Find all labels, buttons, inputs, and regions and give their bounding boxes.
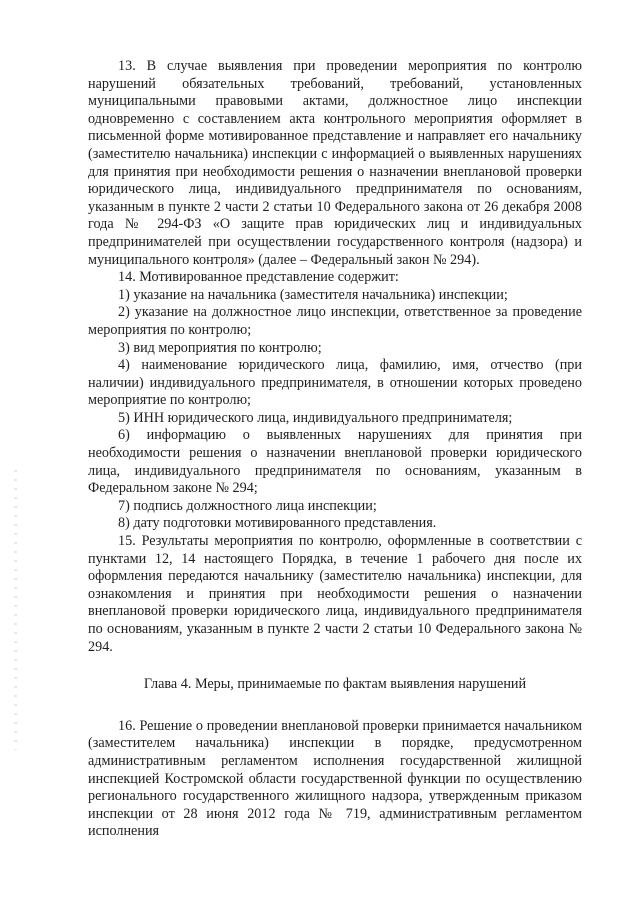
- list-item: 4) наименование юридического лица, фамилию, имя, отчество (при наличии) индивидуального предпринимателя, в отношении которых проведено мероприятие по контролю;: [88, 357, 582, 409]
- list-item: 5) ИНН юридического лица, индивидуального предпринимателя;: [118, 409, 513, 426]
- list-item: 8) дату подготовки мотивированного представления.: [118, 515, 437, 532]
- paragraph-13: 13. В случае выявления при проведении мероприятия по контролю нарушений обязательных требований, требований, установленных муниципальными правовыми актами, должностное лицо инспекции одновременно с составлением акта контрольного мероприятия оформляет в письменной форме мотивированное представление и направляет его начальнику (заместителю начальника) инспекции с информацией о выявленных нарушениях для принятия при необходимости решения о назначении внеплановой проверки юридического лица, индивидуального предпринимателя по основаниям, указанным в пункте 2 части 2 статьи 10 Федерального закона от 26 декабря 2008 года № 294-ФЗ «О защите прав юридических лиц и индивидуальных предпринимателей при осуществлении государственного контроля (надзора) и муниципального контроля» (далее – Федеральный закон № 294).: [88, 58, 582, 268]
- list-item: 2) указание на должностное лицо инспекции, ответственное за проведение мероприятия по контролю;: [88, 304, 582, 338]
- list-item: 6) информацию о выявленных нарушениях для принятия при необходимости решения о назначении внеплановой проверки юридического лица, индивидуального предпринимателя по основаниям, указанным в Федеральном законе № 294;: [88, 427, 582, 497]
- scan-margin-artifact: [14, 470, 17, 750]
- list-item: 3) вид мероприятия по контролю;: [118, 339, 322, 356]
- chapter-heading: Глава 4. Меры, принимаемые по фактам выявления нарушений: [143, 676, 527, 693]
- paragraph-16: 16. Решение о проведении внеплановой проверки принимается начальником (заместителем начальника) инспекции в порядке, предусмотренном административным регламентом исполнения государственной жилищной инспекцией Костромской области государственной функции по осуществлению регионального государственного жилищного надзора, утвержденным приказом инспекции от 28 июня 2012 года № 719, административным регламентом исполнения: [88, 717, 582, 840]
- paragraph-15: 15. Результаты мероприятия по контролю, оформленные в соответствии с пунктами 12, 14 настоящего Порядка, в течение 1 рабочего дня после их оформления передаются начальнику (заместителю начальника) инспекции, для ознакомления и принятия при необходимости решения о назначении внеплановой проверки юридического лица, индивидуального предпринимателя по основаниям, указанным в пункте 2 части 2 статьи 10 Федерального закона № 294.: [88, 533, 582, 655]
- list-item: 7) подпись должностного лица инспекции;: [118, 497, 377, 514]
- list-item: 1) указание на начальника (заместителя начальника) инспекции;: [118, 286, 508, 303]
- paragraph-14: 14. Мотивированное представление содержит:: [118, 269, 399, 286]
